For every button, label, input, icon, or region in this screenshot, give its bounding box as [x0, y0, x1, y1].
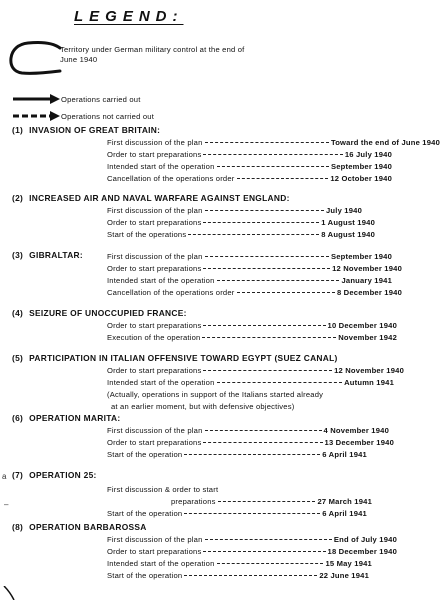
section-row: Order to start preparations 10 December 1940	[107, 321, 397, 330]
section-row: Order to start preparations 13 December 1940	[107, 438, 394, 447]
margin-mark: a	[2, 472, 7, 481]
section-heading: (6) OPERATION MARITA:	[12, 413, 121, 423]
section-row: Cancellation of the operations order 8 December 1940	[107, 288, 402, 297]
section-row: Intended start of the operation Autumn 1941	[107, 378, 394, 387]
section-heading: (8) OPERATION BARBAROSSA	[12, 522, 147, 532]
section-row: First discussion of the plan 4 November 1940	[107, 426, 389, 435]
section-heading: (3) GIBRALTAR:	[12, 250, 83, 260]
section-heading: (2) INCREASED AIR AND NAVAL WARFARE AGAINST ENGLAND:	[12, 193, 290, 203]
section-heading: (5) PARTICIPATION IN ITALIAN OFFENSIVE TOWARD EGYPT (SUEZ CANAL)	[12, 353, 338, 363]
section-row: Order to start preparations 12 November 1940	[107, 366, 404, 375]
legend-carried-out-label: Operations carried out	[61, 95, 141, 104]
corner-fragment-icon	[2, 586, 16, 600]
section-row: Order to start preparations 16 July 1940	[107, 150, 392, 159]
section-row: First discussion of the plan July 1940	[107, 206, 362, 215]
legend-not-carried-out-label: Operations not carried out	[61, 112, 154, 121]
section-note: First discussion & order to start	[107, 485, 219, 494]
margin-mark: –	[4, 500, 9, 509]
section-heading: (4) SEIZURE OF UNOCCUPIED FRANCE:	[12, 308, 187, 318]
section-row: Intended start of the operation 15 May 1941	[107, 559, 372, 568]
section-row: Start of the operation 22 June 1941	[107, 571, 369, 580]
section-row: preparations 27 March 1941	[171, 497, 372, 506]
section-row: First discussion of the plan Toward the end of June 1940	[107, 138, 440, 147]
legend-title: LEGEND:	[74, 8, 184, 25]
section-note: (Actually, operations in support of the Italians started already	[107, 390, 324, 399]
section-row: First discussion of the plan September 1940	[107, 252, 392, 261]
section-heading: (7) OPERATION 25:	[12, 470, 97, 480]
legend-territory-label: Territory under German military control at the end of June 1940	[60, 45, 245, 64]
section-heading: (1) INVASION OF GREAT BRITAIN:	[12, 125, 161, 135]
section-note: at an earlier moment, but with defensive objectives)	[111, 402, 295, 411]
section-row: Start of the operation 6 April 1941	[107, 450, 367, 459]
section-row: Cancellation of the operations order 12 October 1940	[107, 174, 392, 183]
dashed-arrow-icon	[12, 111, 60, 121]
section-row: Order to start preparations 1 August 1940	[107, 218, 375, 227]
section-row: Order to start preparations 12 November 1940	[107, 264, 402, 273]
territory-outline-icon	[8, 40, 64, 76]
section-row: Intended start of the operation January 1941	[107, 276, 392, 285]
section-row: First discussion of the plan End of July 1940	[107, 535, 397, 544]
section-row: Start of the operations 8 August 1940	[107, 230, 375, 239]
section-row: Intended start of the operation September 1940	[107, 162, 392, 171]
section-row: Start of the operation 6 April 1941	[107, 509, 367, 518]
section-row: Order to start preparations 18 December 1940	[107, 547, 397, 556]
section-row: Execution of the operation November 1942	[107, 333, 397, 342]
solid-arrow-icon	[12, 94, 60, 104]
